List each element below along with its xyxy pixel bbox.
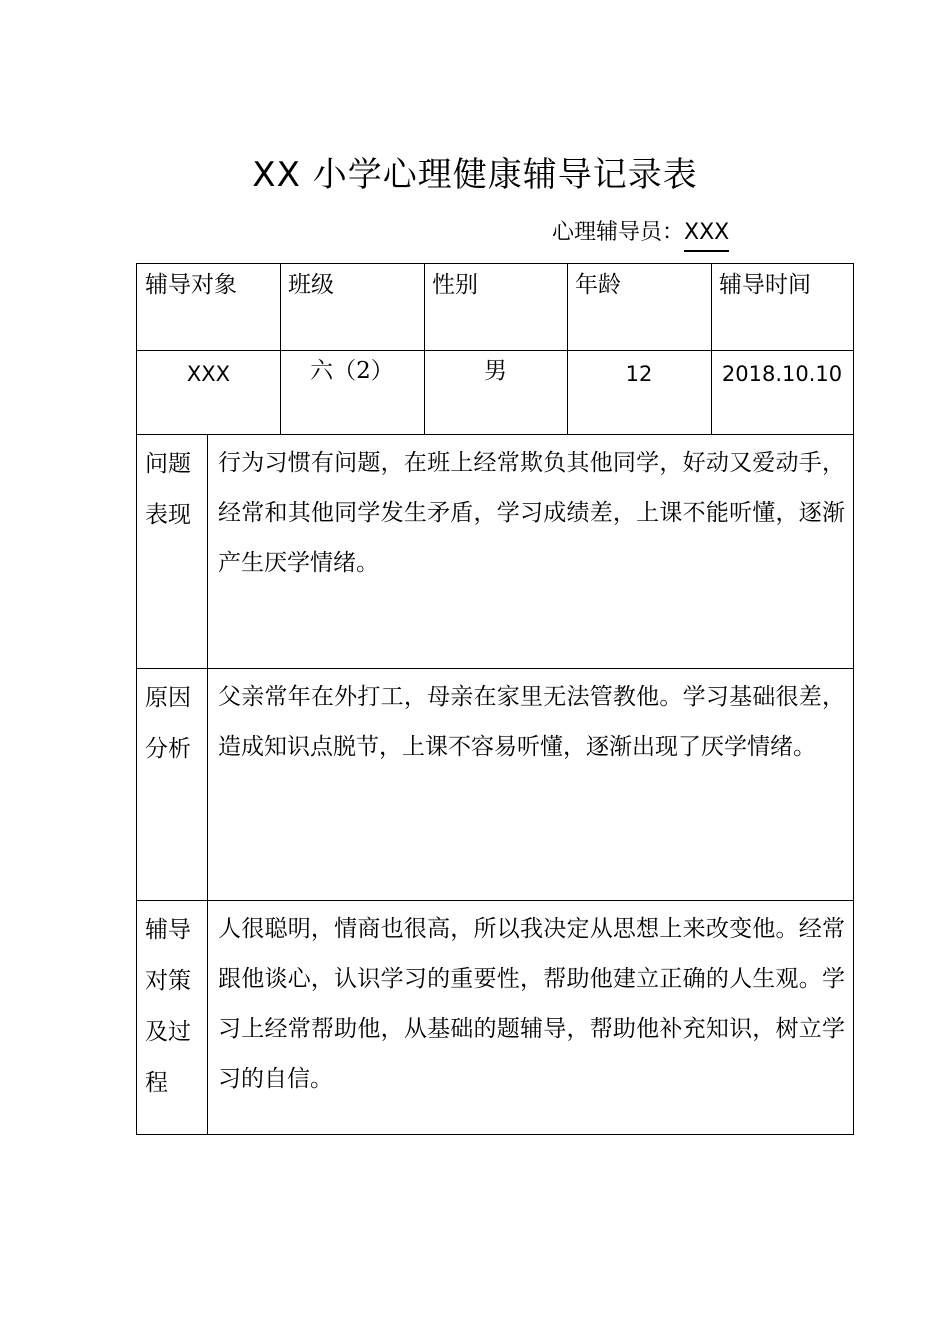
value-age: 12	[625, 362, 653, 386]
section-content-problem: 行为习惯有问题，在班上经常欺负其他同学，好动又爱动手，经常和其他同学发生矛盾，学习成绩差，上课不能听懂，逐渐产生厌学情绪。	[218, 450, 845, 576]
section-label-cause: 原因分析	[145, 685, 191, 762]
counselor-name: XXX	[684, 218, 729, 252]
section-label-strategy: 辅导对策及过程	[145, 917, 191, 1096]
value-gender: 男	[484, 358, 507, 384]
title-prefix: XX	[252, 155, 301, 195]
value-target: XXX	[186, 362, 231, 386]
header-target: 辅导对象	[145, 272, 237, 298]
section-label-problem: 问题表现	[145, 451, 191, 528]
record-table	[136, 263, 854, 1135]
counselor-label: 心理辅导员：	[552, 220, 685, 245]
counselor-line	[552, 216, 729, 252]
header-time: 辅导时间	[719, 272, 811, 298]
header-class: 班级	[288, 272, 334, 298]
page-title	[0, 150, 950, 200]
section-content-cause: 父亲常年在外打工，母亲在家里无法管教他。学习基础很差，造成知识点脱节，上课不容易听懂，逐渐出现了厌学情绪。	[218, 684, 845, 760]
header-age: 年龄	[575, 272, 621, 298]
value-class: 六（2）	[310, 358, 394, 384]
section-content-strategy: 人很聪明，情商也很高，所以我决定从思想上来改变他。经常跟他谈心，认识学习的重要性，帮助他建立正确的人生观。学习上经常帮助他，从基础的题辅导，帮助他补充知识，树立学习的自信。	[218, 916, 845, 1092]
title-text: 小学心理健康辅导记录表	[312, 155, 698, 195]
header-gender: 性别	[432, 272, 478, 298]
value-time: 2018.10.10	[721, 362, 843, 386]
